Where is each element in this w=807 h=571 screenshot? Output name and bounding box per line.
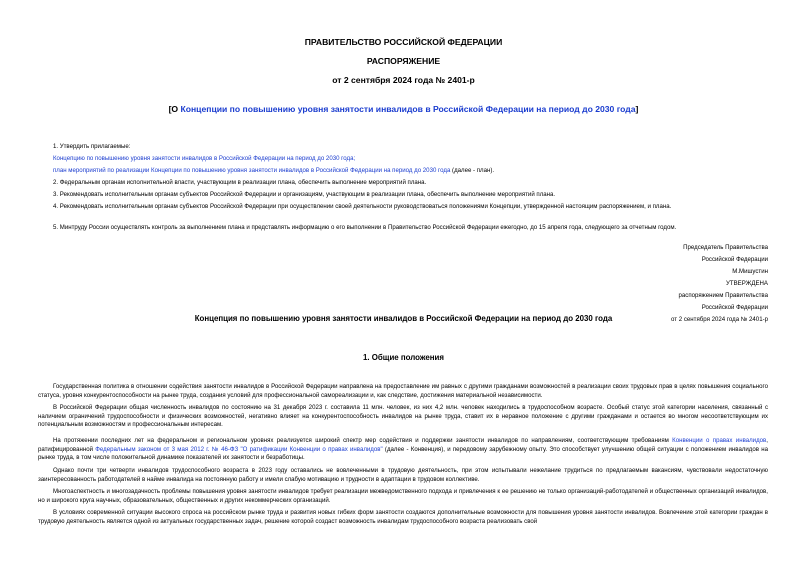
item-5: 5. Минтруду России осуществлять контроль за выполнением плана и представлять информацию о его выполнении в Правительство Российской Федерации ежегодно, до 15 апреля года, следующего за отчетным годом.	[53, 224, 677, 231]
item-1b-rest: (далее - план).	[450, 167, 495, 174]
approved-label: УТВЕРЖДЕНА	[725, 280, 768, 287]
document-title	[0, 104, 807, 114]
title-link[interactable]: Концепции по повышению уровня занятости инвалидов в Российской Федерации на период до 2030 года	[180, 104, 636, 114]
paragraph-2: В Российской Федерации общая численность инвалидов по состоянию на 31 декабря 2023 г. составила 11 млн. человек, из них 4,2 млн. человек находились в трудоспособном возрасте. Особый статус этой категории населения, связанный с наличием ограничений трудоспособности и физических возможностей, негативно влияет на конкурентоспособность инвалидов на рынке труда, ставит их в неравное положение с другими гражданами и остается во многом несоответствующим их потенциальным возможностям и профессиональным интересам.	[38, 404, 768, 429]
paragraph-4: Однако почти три четверти инвалидов трудоспособного возраста в 2023 году оставались не вовлеченными в трудовую деятельность, при этом испытывали нежелание трудиться по предлагаемым вакансиям, чувствовали недостаточную заинтересованность работодателей в найме инвалида на постоянную работу и имели слабую мотивацию и трудности в адаптации в трудовом коллективе.	[38, 467, 768, 483]
item-1: 1. Утвердить прилагаемые:	[53, 143, 131, 150]
item-2: 2. Федеральным органам исполнительной власти, участвующим в реализации плана, обеспечить выполнение мероприятий плана.	[53, 179, 427, 186]
item-3: 3. Рекомендовать исполнительным органам субъектов Российской Федерации и организациям, участвующим в реализации плана, обеспечить выполнение мероприятий плана.	[53, 191, 556, 198]
signature-country: Российской Федерации	[701, 256, 768, 263]
convention-link[interactable]: Конвенции о правах инвалидов	[672, 437, 767, 444]
paragraph-3	[38, 437, 768, 463]
paragraph-6: В условиях современной ситуации высокого спроса на российском рынке труда и развития новых гибких форм занятости создаются дополнительные возможности для повышения уровня занятости инвалидов. Вовлечение этой категории граждан в трудовую деятельность является одной из актуальных государственных задач, решение которой создаст возможность инвалидам трудоспособного возраста реализовать свой	[38, 509, 768, 525]
paragraph-3-text-c: (далее - Конвенция), и передовому зарубежному опыту. Это способствует улучшению общей ситуации с положением инвалидов на рынке труда, в том числе положительной динамике показателей их занятости и безработицы.	[38, 445, 768, 462]
paragraph-3-text-a: На протяжении последних лет на федеральном и региональном уровнях реализуется широкий спектр мер содействия и поддержки занятости инвалидов по направлениям, соответствующим требованиям	[53, 437, 673, 444]
paragraph-3-text-b: , ратифицированной	[38, 437, 768, 453]
paragraph-5: Многоаспектность и многозадачность проблемы повышения уровня занятости инвалидов требует реализации межведомственного подхода и привлечения к ее решению не только организаций-работодателей и общественных организаций инвалидов, но и широкого круга научных, образовательных, общественных и других некоммерческих организаций.	[38, 488, 768, 504]
concept-link[interactable]: Концепцию по повышению уровня занятости инвалидов в Российской Федерации на период до 2030 года;	[53, 155, 356, 162]
approved-country: Российской Федерации	[701, 304, 768, 311]
signature-name: М.Мишустин	[732, 268, 768, 275]
item-4: 4. Рекомендовать исполнительным органам субъектов Российской Федерации при осуществлении своей деятельности руководствоваться положениями Концепции, утвержденной настоящим распоряжением, и плана.	[53, 203, 672, 210]
doctype-heading: РАСПОРЯЖЕНИЕ	[366, 56, 441, 66]
plan-link[interactable]: план мероприятий по реализации Концепции по повышению уровня занятости инвалидов в Российской Федерации на период до 2030 года	[53, 167, 451, 174]
item-1a-link	[38, 155, 768, 164]
org-heading: ПРАВИТЕЛЬСТВО РОССИЙСКОЙ ФЕДЕРАЦИИ	[304, 37, 503, 47]
federal-law-link[interactable]: Федеральным законом от 3 мая 2012 г. № 46-ФЗ "О ратификации Конвенции о правах инвалидов"	[95, 445, 383, 453]
approved-by: распоряжением Правительства	[678, 292, 768, 299]
paragraph-1: Государственная политика в отношении содействия занятости инвалидов в Российской Федерации направлена на предоставление им равных с другими гражданами возможностей в реализации своих трудовых прав в целях повышения социального статуса, уровня конкурентоспособности на рынке труда, создания условий для профессиональной самореализации и, как следствие, достижения материальной независимости.	[38, 383, 768, 399]
title-suffix: ]	[635, 104, 639, 114]
section-1-title: 1. Общие положения	[363, 353, 444, 362]
date-number-heading: от 2 сентября 2024 года № 2401-р	[332, 75, 475, 85]
item-1b	[38, 167, 768, 176]
signature-position: Председатель Правительства	[683, 244, 768, 251]
concept-title: Концепция по повышению уровня занятости инвалидов в Российской Федерации на период до 2030 года	[194, 314, 613, 323]
approved-date: от 2 сентября 2024 года № 2401-р	[671, 316, 768, 323]
title-prefix: [О	[168, 104, 181, 114]
